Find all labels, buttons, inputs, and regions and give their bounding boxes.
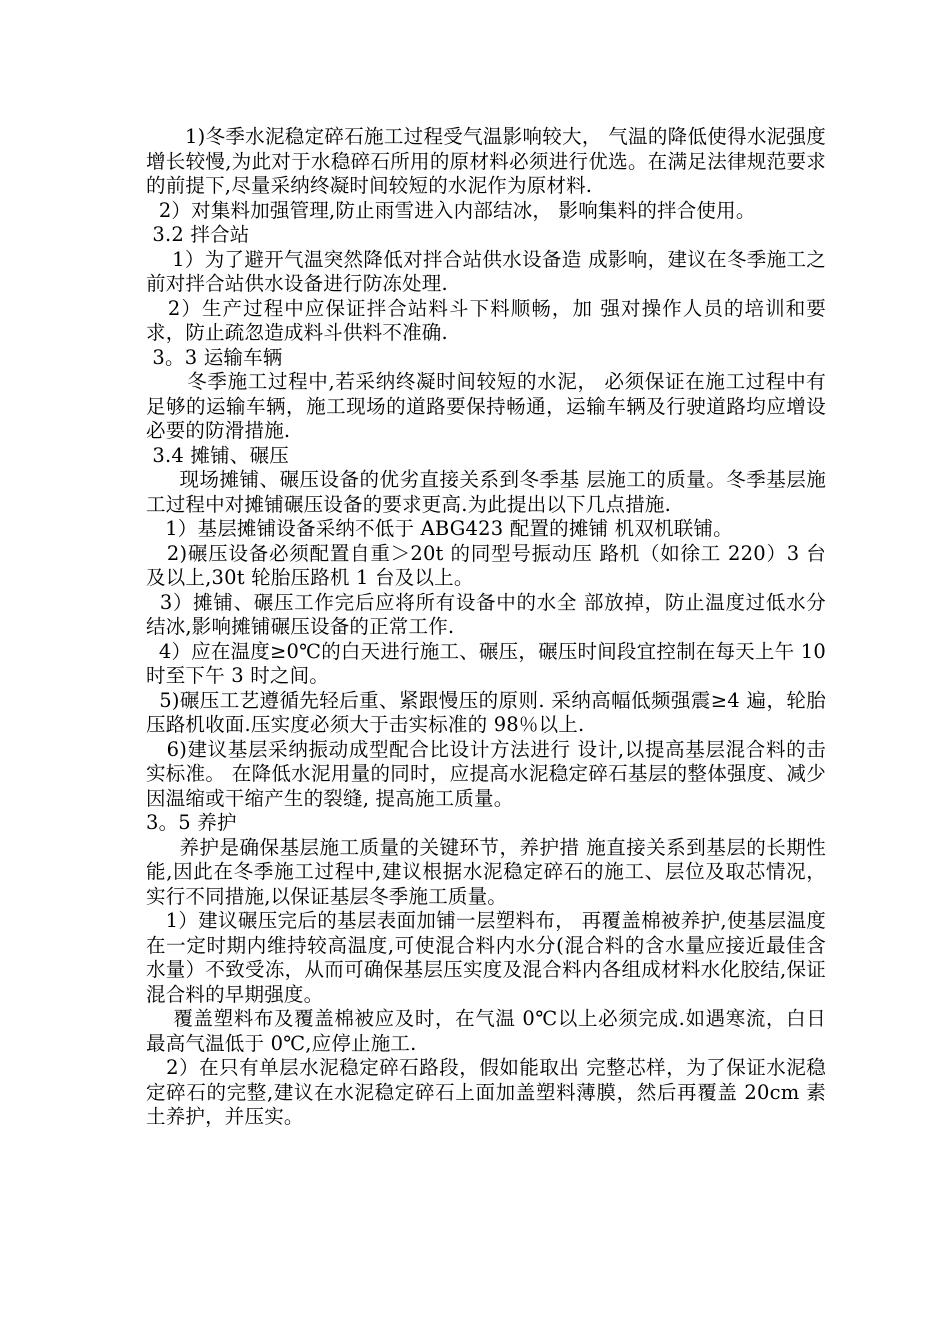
paragraph-mix-design: 6)建议基层采纳振动成型配合比设计方法进行 设计,以提高基层混合料的击实标准。 在降低水泥用量的同时，应提高水泥稳定碎石基层的整体强度、减少因温缩或干缩产生的裂缝, 提高施工质量。	[146, 737, 826, 810]
paragraph-drain-water: 3）摊铺、碾压工作完后应将所有设备中的水全 部放掉，防止温度过低水分结冰,影响摊铺碾压设备的正常工作.	[146, 590, 826, 638]
section-heading-mixing-station: 3.2 拌合站	[146, 223, 250, 246]
section-heading-transport-vehicles: 3。3 运输车辆	[146, 345, 283, 369]
paragraph-temperature-window: 4）应在温度≥0℃的白天进行施工、碾压，碾压时间段宜控制在每天上午 10 时至下午 3 时之间。	[146, 639, 833, 687]
paragraph-paving-equipment: 1）基层摊铺设备采纳不低于 ABG423 配置的摊铺 机双机联铺。	[146, 517, 733, 540]
paragraph-hopper-feeding: 2）生产过程中应保证拌合站料斗下料顺畅，加 强对操作人员的培训和要求，防止疏忽造成料斗供料不准确.	[146, 296, 826, 344]
paragraph-water-supply-antifreeze: 1）为了避开气温突然降低对拌合站供水设备造 成影响，建议在冬季施工之前对拌合站供水设备进行防冻处理.	[146, 247, 826, 295]
paragraph-compaction-process: 5)碾压工艺遵循先轻后重、紧跟慢压的原则. 采纳高幅低频强震≥4 遍，轮胎压路机收面.压实度必须大于击实标准的 98％以上.	[146, 688, 826, 736]
paragraph-paving-intro: 现场摊铺、碾压设备的优劣直接关系到冬季基 层施工的质量。冬季基层施工过程中对摊铺碾压设备的要求更高.为此提出以下几点措施.	[146, 468, 826, 516]
paragraph-plastic-cover: 1）建议碾压完后的基层表面加铺一层塑料布， 再覆盖棉被养护,使基层温度在一定时期内维持较高温度,可使混合料内水分(混合料的含水量应接近最佳含水量）不致受冻，从而可确保基层压实度及混合料内各组成材料水化胶结,保证混合料的早期强度。	[146, 909, 826, 1006]
paragraph-cement-selection: 1)冬季水泥稳定碎石施工过程受气温影响较大， 气温的降低使得水泥强度增长较慢,为此对于水稳碎石所用的原材料必须进行优选。在满足法律规范要求的前提下,尽量采纳终凝时间较短的水泥作为原材料.	[146, 125, 826, 197]
paragraph-single-layer: 2）在只有单层水泥稳定碎石路段，假如能取出 完整芯样，为了保证水泥稳定碎石的完整,建议在水泥稳定碎石上面加盖塑料薄膜，然后再覆盖 20cm 素土养护，并压实。	[146, 1056, 827, 1128]
section-heading-curing: 3。5 养护	[146, 811, 237, 834]
section-heading-paving-compaction: 3.4 摊铺、碾压	[146, 443, 289, 467]
paragraph-curing-intro: 养护是确保基层施工质量的关键环节，养护措 施直接关系到基层的长期性能,因此在冬季施工过程中,建议根据水泥稳定碎石的施工、层位及取芯情况，实行不同措施,以保证基层冬季施工质量。	[146, 835, 826, 908]
paragraph-cover-timing: 覆盖塑料布及覆盖棉被应及时，在气温 0℃以上必须完成.如遇寒流，白日最高气温低于 0℃,应停止施工.	[146, 1007, 826, 1055]
document-body	[146, 125, 833, 1130]
paragraph-roller-equipment: 2)碾压设备必须配置自重＞20t 的同型号振动压 路机（如徐工 220）3 台及以上,30t 轮胎压路机 1 台及以上。	[146, 541, 826, 589]
paragraph-transport: 冬季施工过程中,若采纳终凝时间较短的水泥， 必须保证在施工过程中有足够的运输车辆，施工现场的道路要保持畅通，运输车辆及行驶道路均应增设必要的防滑措施.	[146, 370, 826, 442]
paragraph-aggregate-management: 2）对集料加强管理,防止雨雪进入内部结冰， 影响集料的拌合使用。	[146, 198, 756, 222]
